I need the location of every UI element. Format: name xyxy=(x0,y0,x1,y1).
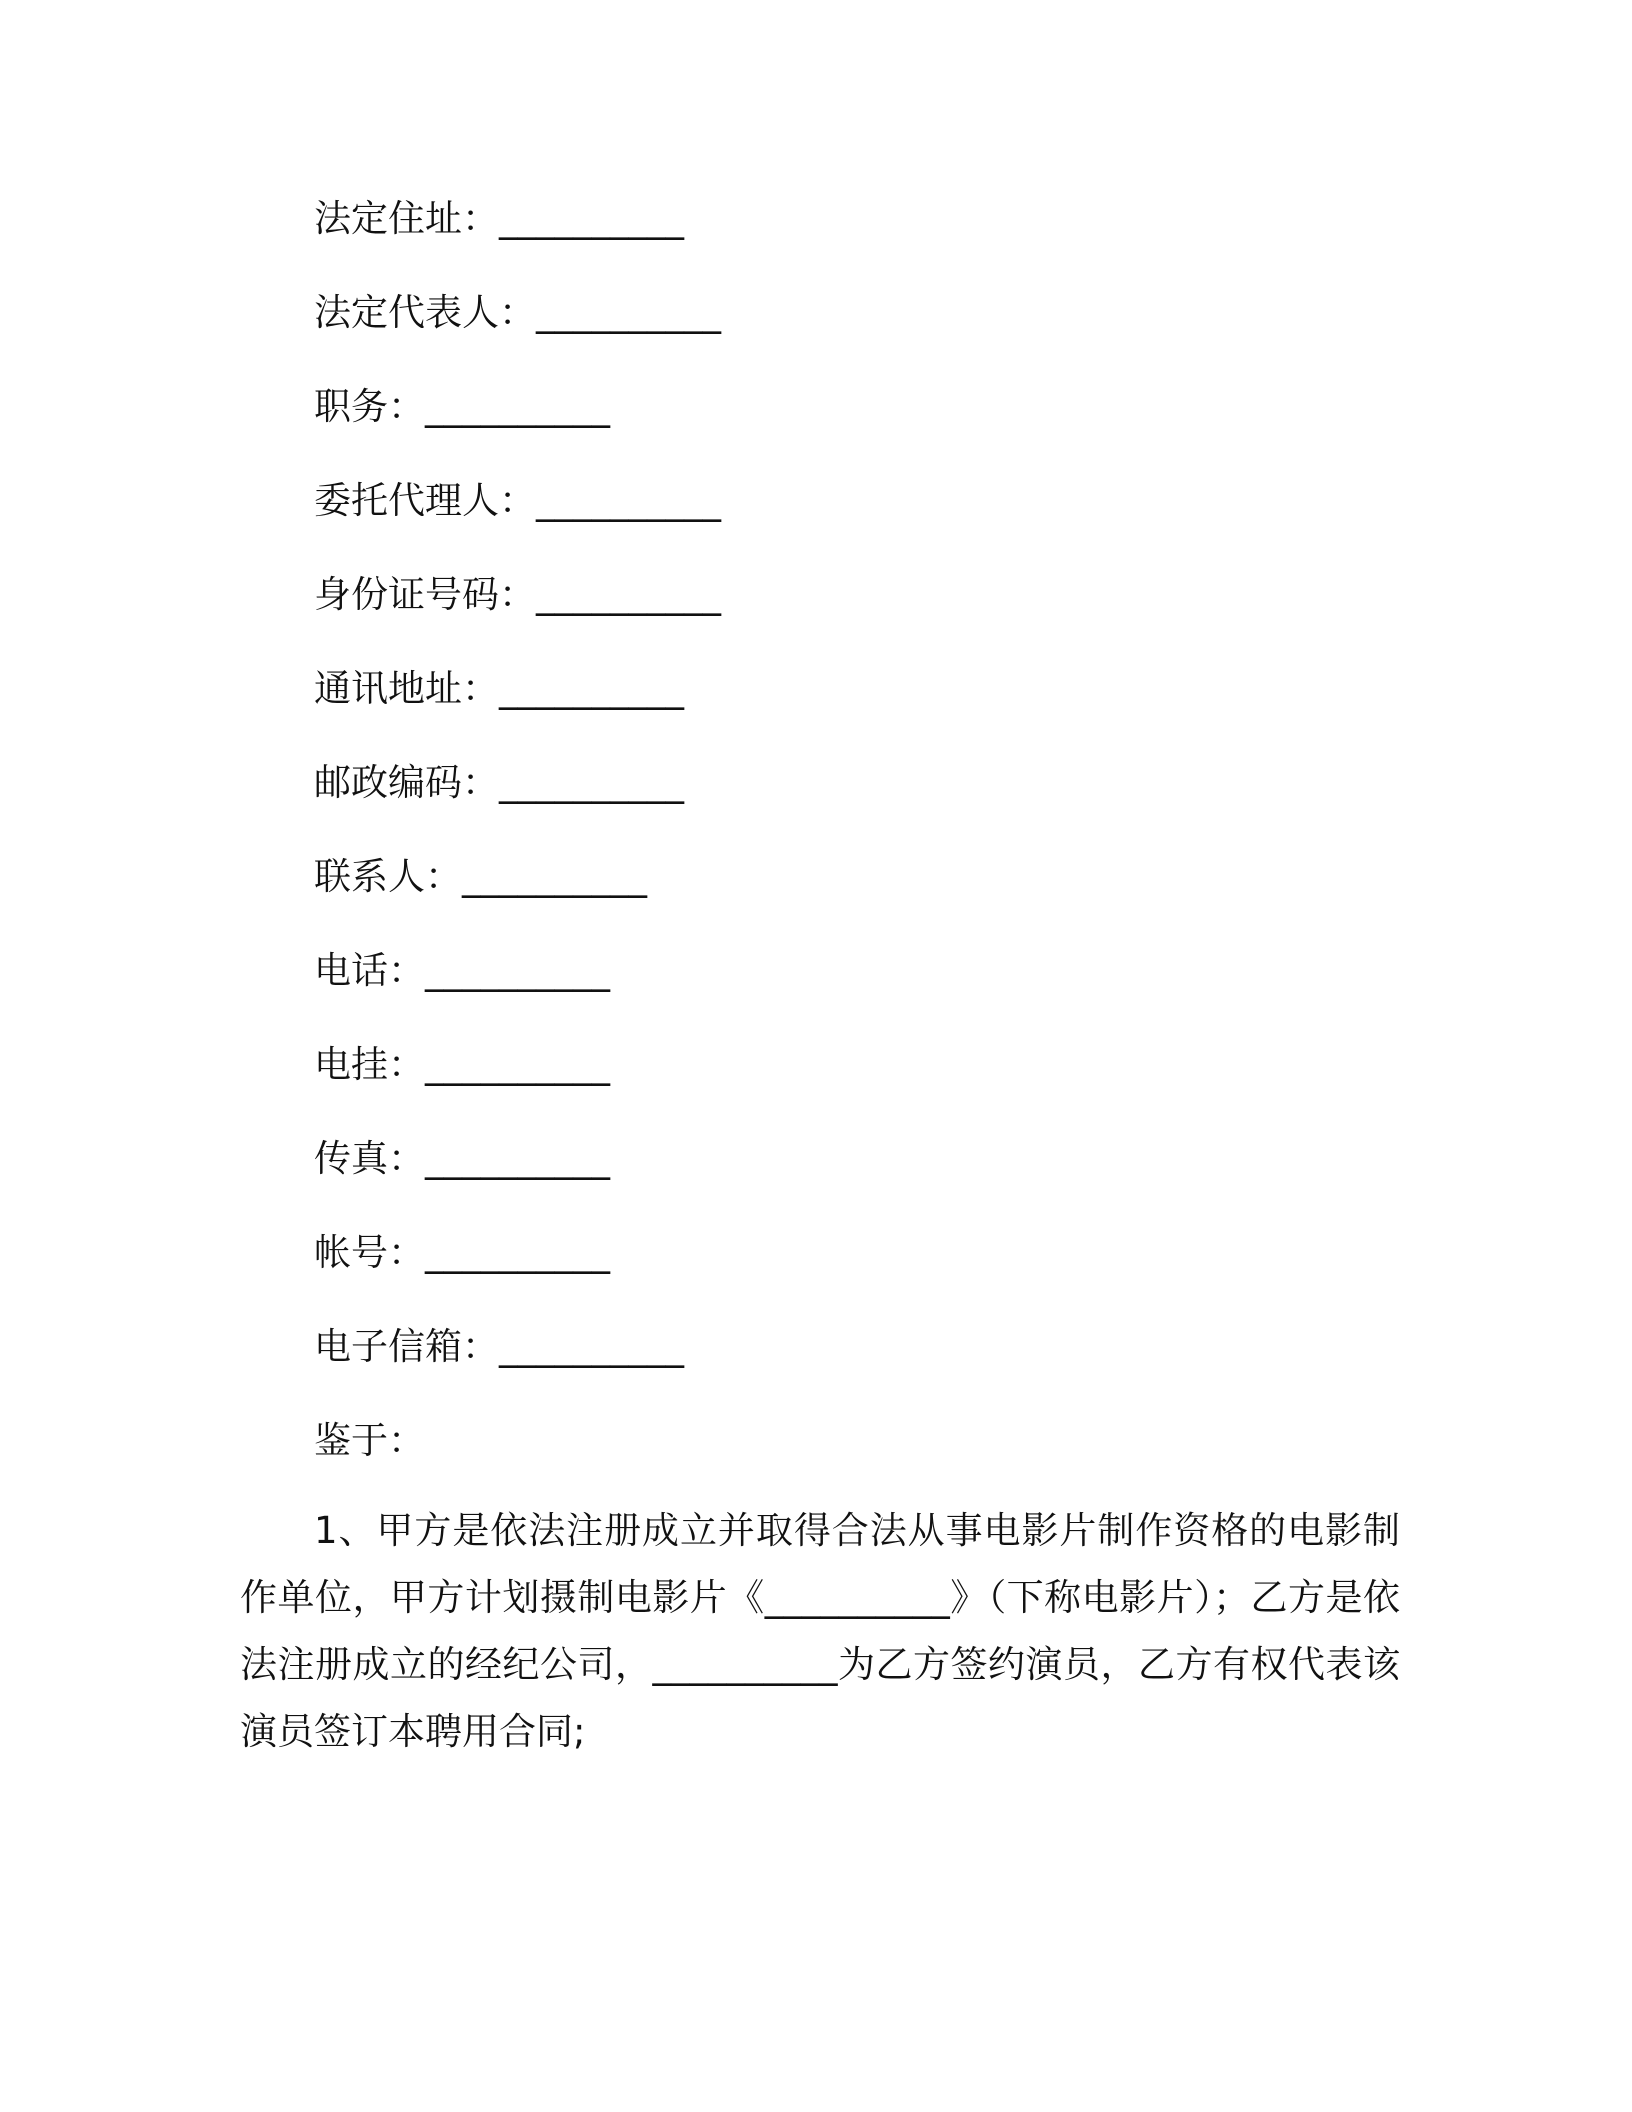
whereas-heading: 鉴于： xyxy=(314,1419,425,1462)
field-blank: __________ xyxy=(536,479,721,522)
field-label: 职务： xyxy=(314,385,425,428)
field-cable-address xyxy=(314,1036,1414,1130)
field-blank: __________ xyxy=(425,1043,610,1086)
field-authorized-agent xyxy=(314,472,1414,566)
field-blank: __________ xyxy=(499,1325,684,1368)
field-label: 传真： xyxy=(314,1137,425,1180)
field-blank: __________ xyxy=(499,197,684,240)
field-label: 帐号： xyxy=(314,1231,425,1274)
field-blank: __________ xyxy=(462,855,647,898)
field-blank: __________ xyxy=(425,1231,610,1274)
field-blank: __________ xyxy=(536,291,721,334)
field-fax xyxy=(314,1130,1414,1224)
field-label: 电话： xyxy=(314,949,425,992)
field-label: 电子信箱： xyxy=(314,1325,499,1368)
field-mailing-address xyxy=(314,660,1414,754)
field-id-number xyxy=(314,566,1414,660)
field-legal-address xyxy=(314,190,1414,284)
party-info-fields xyxy=(314,190,1414,1506)
clause-1-paragraph: 1、甲方是依法注册成立并取得合法从事电影片制作资格的电影制作单位，甲方计划摄制电影片《__________》（下称电影片）；乙方是依法注册成立的经纪公司，__________为乙方签约演员，乙方有权代表该演员签订本聘用合同; xyxy=(240,1509,1400,1753)
field-blank: __________ xyxy=(425,949,610,992)
field-telephone xyxy=(314,942,1414,1036)
field-blank: __________ xyxy=(499,667,684,710)
field-label: 委托代理人： xyxy=(314,479,536,522)
field-label: 邮政编码： xyxy=(314,761,499,804)
field-blank: __________ xyxy=(536,573,721,616)
field-label: 法定住址： xyxy=(314,197,499,240)
field-postal-code xyxy=(314,754,1414,848)
field-blank: __________ xyxy=(425,385,610,428)
field-label: 法定代表人： xyxy=(314,291,536,334)
field-legal-representative xyxy=(314,284,1414,378)
field-label: 通讯地址： xyxy=(314,667,499,710)
field-blank: __________ xyxy=(499,761,684,804)
field-label: 电挂： xyxy=(314,1043,425,1086)
field-contact-person xyxy=(314,848,1414,942)
field-label: 身份证号码： xyxy=(314,573,536,616)
field-position xyxy=(314,378,1414,472)
field-email xyxy=(314,1318,1414,1412)
field-account-number xyxy=(314,1224,1414,1318)
field-label: 联系人： xyxy=(314,855,462,898)
field-blank: __________ xyxy=(425,1137,610,1180)
